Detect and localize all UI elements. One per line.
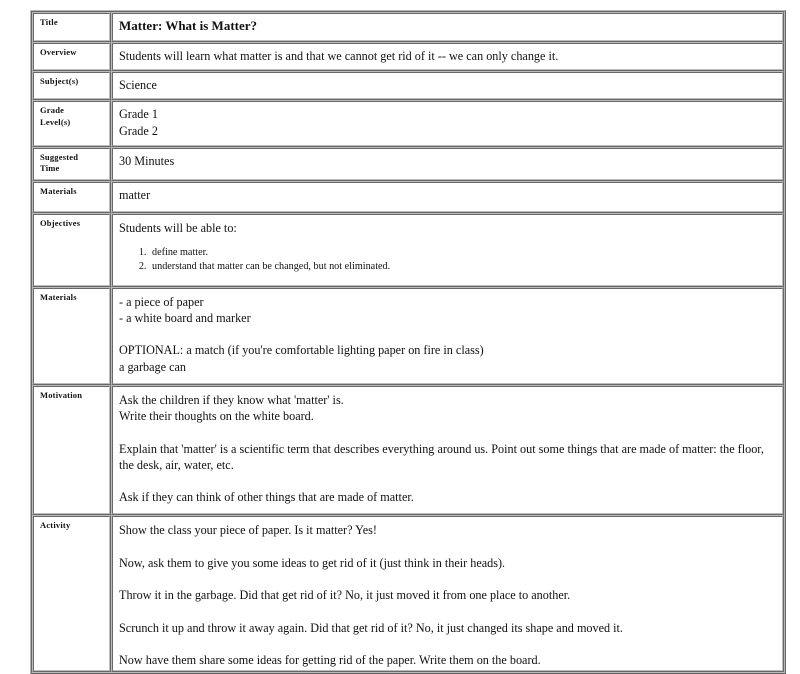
materials-line-4: a garbage can [119, 359, 186, 374]
table-row-motivation [32, 385, 784, 516]
suggested-label-line-1: Suggested [40, 151, 79, 162]
row-content-overview [111, 42, 784, 71]
grade-label-line-1: Grade [40, 105, 65, 116]
materials-line-1: - a piece of paper [119, 294, 204, 309]
row-label-materials-topic: Materials [32, 181, 111, 213]
motivation-line-4: Ask if they can think of other things that are made of matter. [119, 490, 414, 505]
row-label-suggested-time [32, 147, 111, 181]
motivation-line-1: Ask the children if they know what 'matter' is. [119, 392, 344, 407]
materials-line-3: OPTIONAL: a match (if you're comfortable lighting paper on fire in class) [119, 343, 484, 358]
table-row-materials-topic [32, 181, 784, 213]
grade-level-1: Grade 1 [119, 107, 158, 122]
row-label-motivation: Motivation [32, 385, 111, 516]
row-content-suggested-time [111, 147, 784, 181]
spacer [119, 539, 777, 555]
grade-level-2: Grade 2 [119, 123, 158, 138]
spacer [119, 604, 777, 620]
suggested-label-line-2: Time [40, 163, 60, 174]
activity-line-3: Throw it in the garbage. Did that get rid of it? No, it just moved it from one place to another. [119, 588, 571, 603]
row-content-subject [111, 71, 784, 100]
objectives-list [119, 246, 777, 275]
row-content-title [111, 12, 784, 42]
row-label-title: Title [32, 12, 111, 42]
row-content-grade-levels [111, 100, 784, 146]
table-row-title [32, 12, 784, 42]
spacer [119, 636, 777, 652]
row-label-materials-list: Materials [32, 287, 111, 385]
spacer [119, 326, 777, 342]
row-content-materials-list [111, 287, 784, 385]
overview-text: Students will learn what matter is and that we cannot get rid of it -- we can only change it. [119, 48, 559, 63]
subject-text: Science [119, 78, 157, 93]
row-label-activity: Activity [32, 515, 111, 672]
spacer [119, 473, 777, 489]
table-row-objectives [32, 213, 784, 287]
suggested-time-text: 30 Minutes [119, 153, 175, 168]
list-item: 2. understand that matter can be changed, but not eliminated. [149, 260, 777, 274]
table-row-grade-levels [32, 100, 784, 146]
row-content-objectives [111, 213, 784, 287]
lesson-plan-table-body [32, 12, 784, 672]
table-row-suggested-time [32, 147, 784, 181]
list-item: 1. define matter. [149, 246, 777, 260]
activity-line-2: Now, ask them to give you some ideas to get rid of it (just think in their heads). [119, 555, 506, 570]
table-row-subject [32, 71, 784, 100]
row-label-subject: Subject(s) [32, 71, 111, 100]
row-label-grade-levels [32, 100, 111, 146]
activity-line-5: Now have them share some ideas for getting rid of the paper. Write them on the board. [119, 653, 541, 668]
materials-topic-text: matter [119, 187, 151, 202]
row-content-materials-topic [111, 181, 784, 213]
materials-line-2: - a white board and marker [119, 311, 251, 326]
grade-label-line-2: Level(s) [40, 116, 71, 127]
motivation-line-3: Explain that 'matter' is a scientific term that describes everything around us. Point out some things that are made of matter: the floor, the desk, air, water, etc. [119, 441, 764, 472]
row-label-objectives: Objectives [32, 213, 111, 287]
activity-line-1: Show the class your piece of paper. Is it matter? Yes! [119, 523, 377, 538]
lesson-plan-table [30, 10, 786, 674]
table-row-overview [32, 42, 784, 71]
table-row-activity [32, 515, 784, 672]
activity-line-4: Scrunch it up and throw it away again. Did that get rid of it? No, it just changed its shape and moved it. [119, 620, 623, 635]
motivation-line-2: Write their thoughts on the white board. [119, 409, 314, 424]
row-label-overview: Overview [32, 42, 111, 71]
spacer [119, 571, 777, 587]
row-content-activity [111, 515, 784, 672]
objectives-intro-text: Students will be able to: [119, 220, 237, 235]
table-row-materials-list [32, 287, 784, 385]
spacer [119, 424, 777, 440]
lesson-title-text: Matter: What is Matter? [119, 18, 258, 33]
row-content-motivation [111, 385, 784, 516]
